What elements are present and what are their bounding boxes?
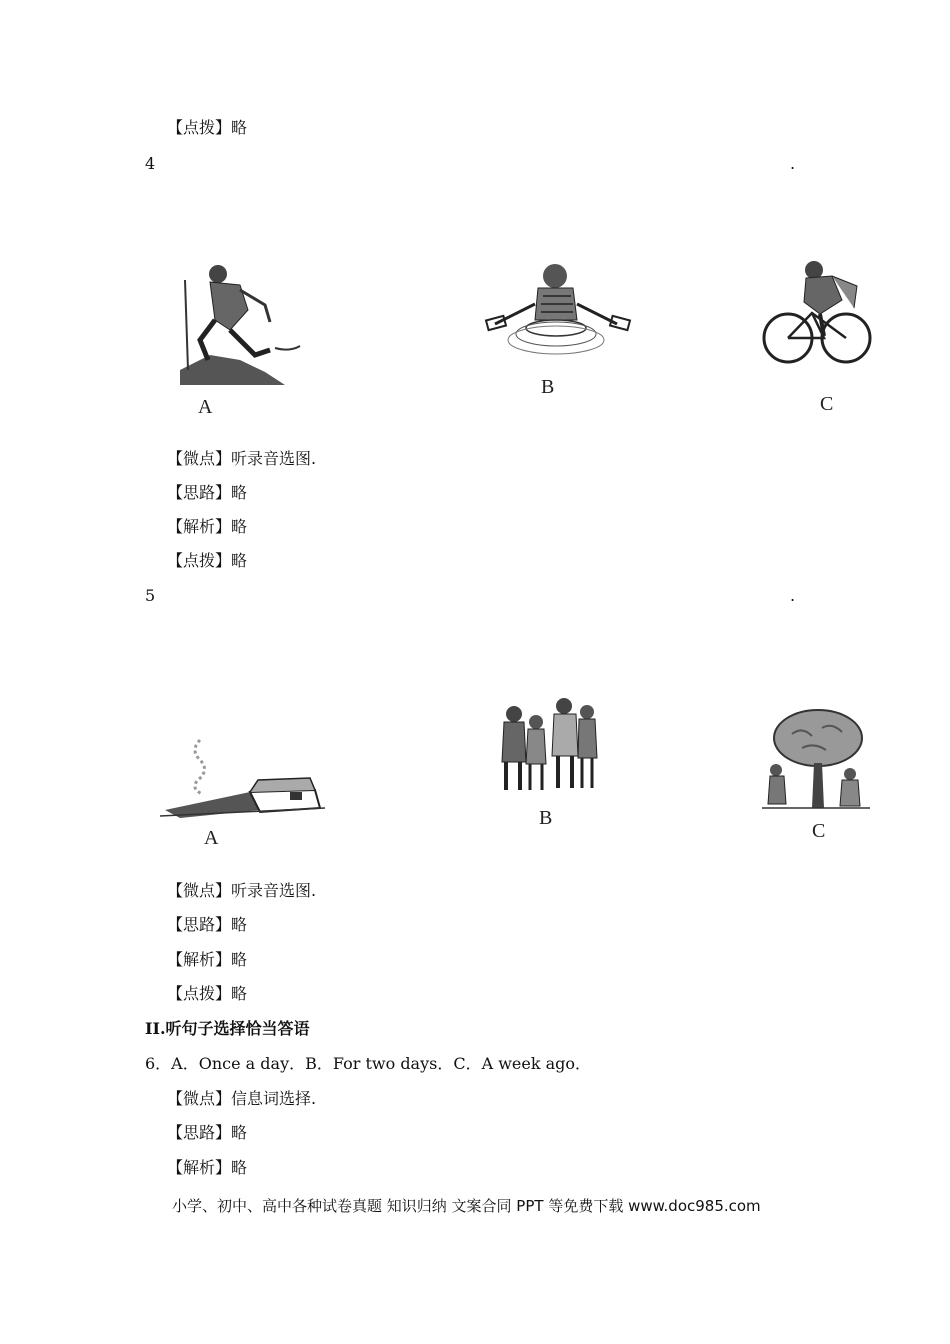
question-4-blank-end: .: [790, 154, 796, 173]
q4-option-c-label: C: [820, 393, 834, 415]
question-4-number: 4: [145, 154, 156, 173]
group-of-people-icon: [492, 692, 602, 797]
person-riding-bicycle-icon: [762, 258, 874, 373]
q4-option-b-label: B: [541, 376, 555, 398]
house-with-smoke-icon: [160, 730, 330, 830]
q5-jiexi: 【解析】略: [167, 950, 248, 969]
question-5-number: 5: [145, 586, 156, 605]
question-5-blank-end: .: [790, 586, 796, 605]
q5-option-a-label: A: [204, 827, 219, 849]
q5-dianbo: 【点拨】略: [167, 984, 248, 1003]
tree-with-people-icon: [762, 708, 870, 813]
question-6-text: 6．A．Once a day．B．For two days．C．A week ago．: [145, 1054, 592, 1073]
q6-weidian: 【微点】信息词选择.: [167, 1089, 317, 1108]
hint-note: 【点拨】略: [167, 118, 248, 137]
person-rowing-boat-icon: [483, 260, 633, 360]
q4-weidian: 【微点】听录音选图.: [167, 449, 317, 468]
q6-silu: 【思路】略: [167, 1123, 248, 1142]
q4-silu: 【思路】略: [167, 483, 248, 502]
q5-weidian: 【微点】听录音选图.: [167, 881, 317, 900]
q4-dianbo: 【点拨】略: [167, 551, 248, 570]
q5-silu: 【思路】略: [167, 915, 248, 934]
person-climbing-rock-icon: [170, 260, 310, 390]
q5-option-c-label: C: [812, 820, 826, 842]
section-2-title: II.听句子选择恰当答语: [145, 1019, 310, 1038]
q4-option-a-label: A: [198, 396, 213, 418]
q4-jiexi: 【解析】略: [167, 517, 248, 536]
q5-option-b-label: B: [539, 807, 553, 829]
footer-ad-text: 小学、初中、高中各种试卷真题 知识归纳 文案合同 PPT 等免费下载 www.doc985.com: [172, 1197, 761, 1215]
q6-jiexi: 【解析】略: [167, 1158, 248, 1177]
